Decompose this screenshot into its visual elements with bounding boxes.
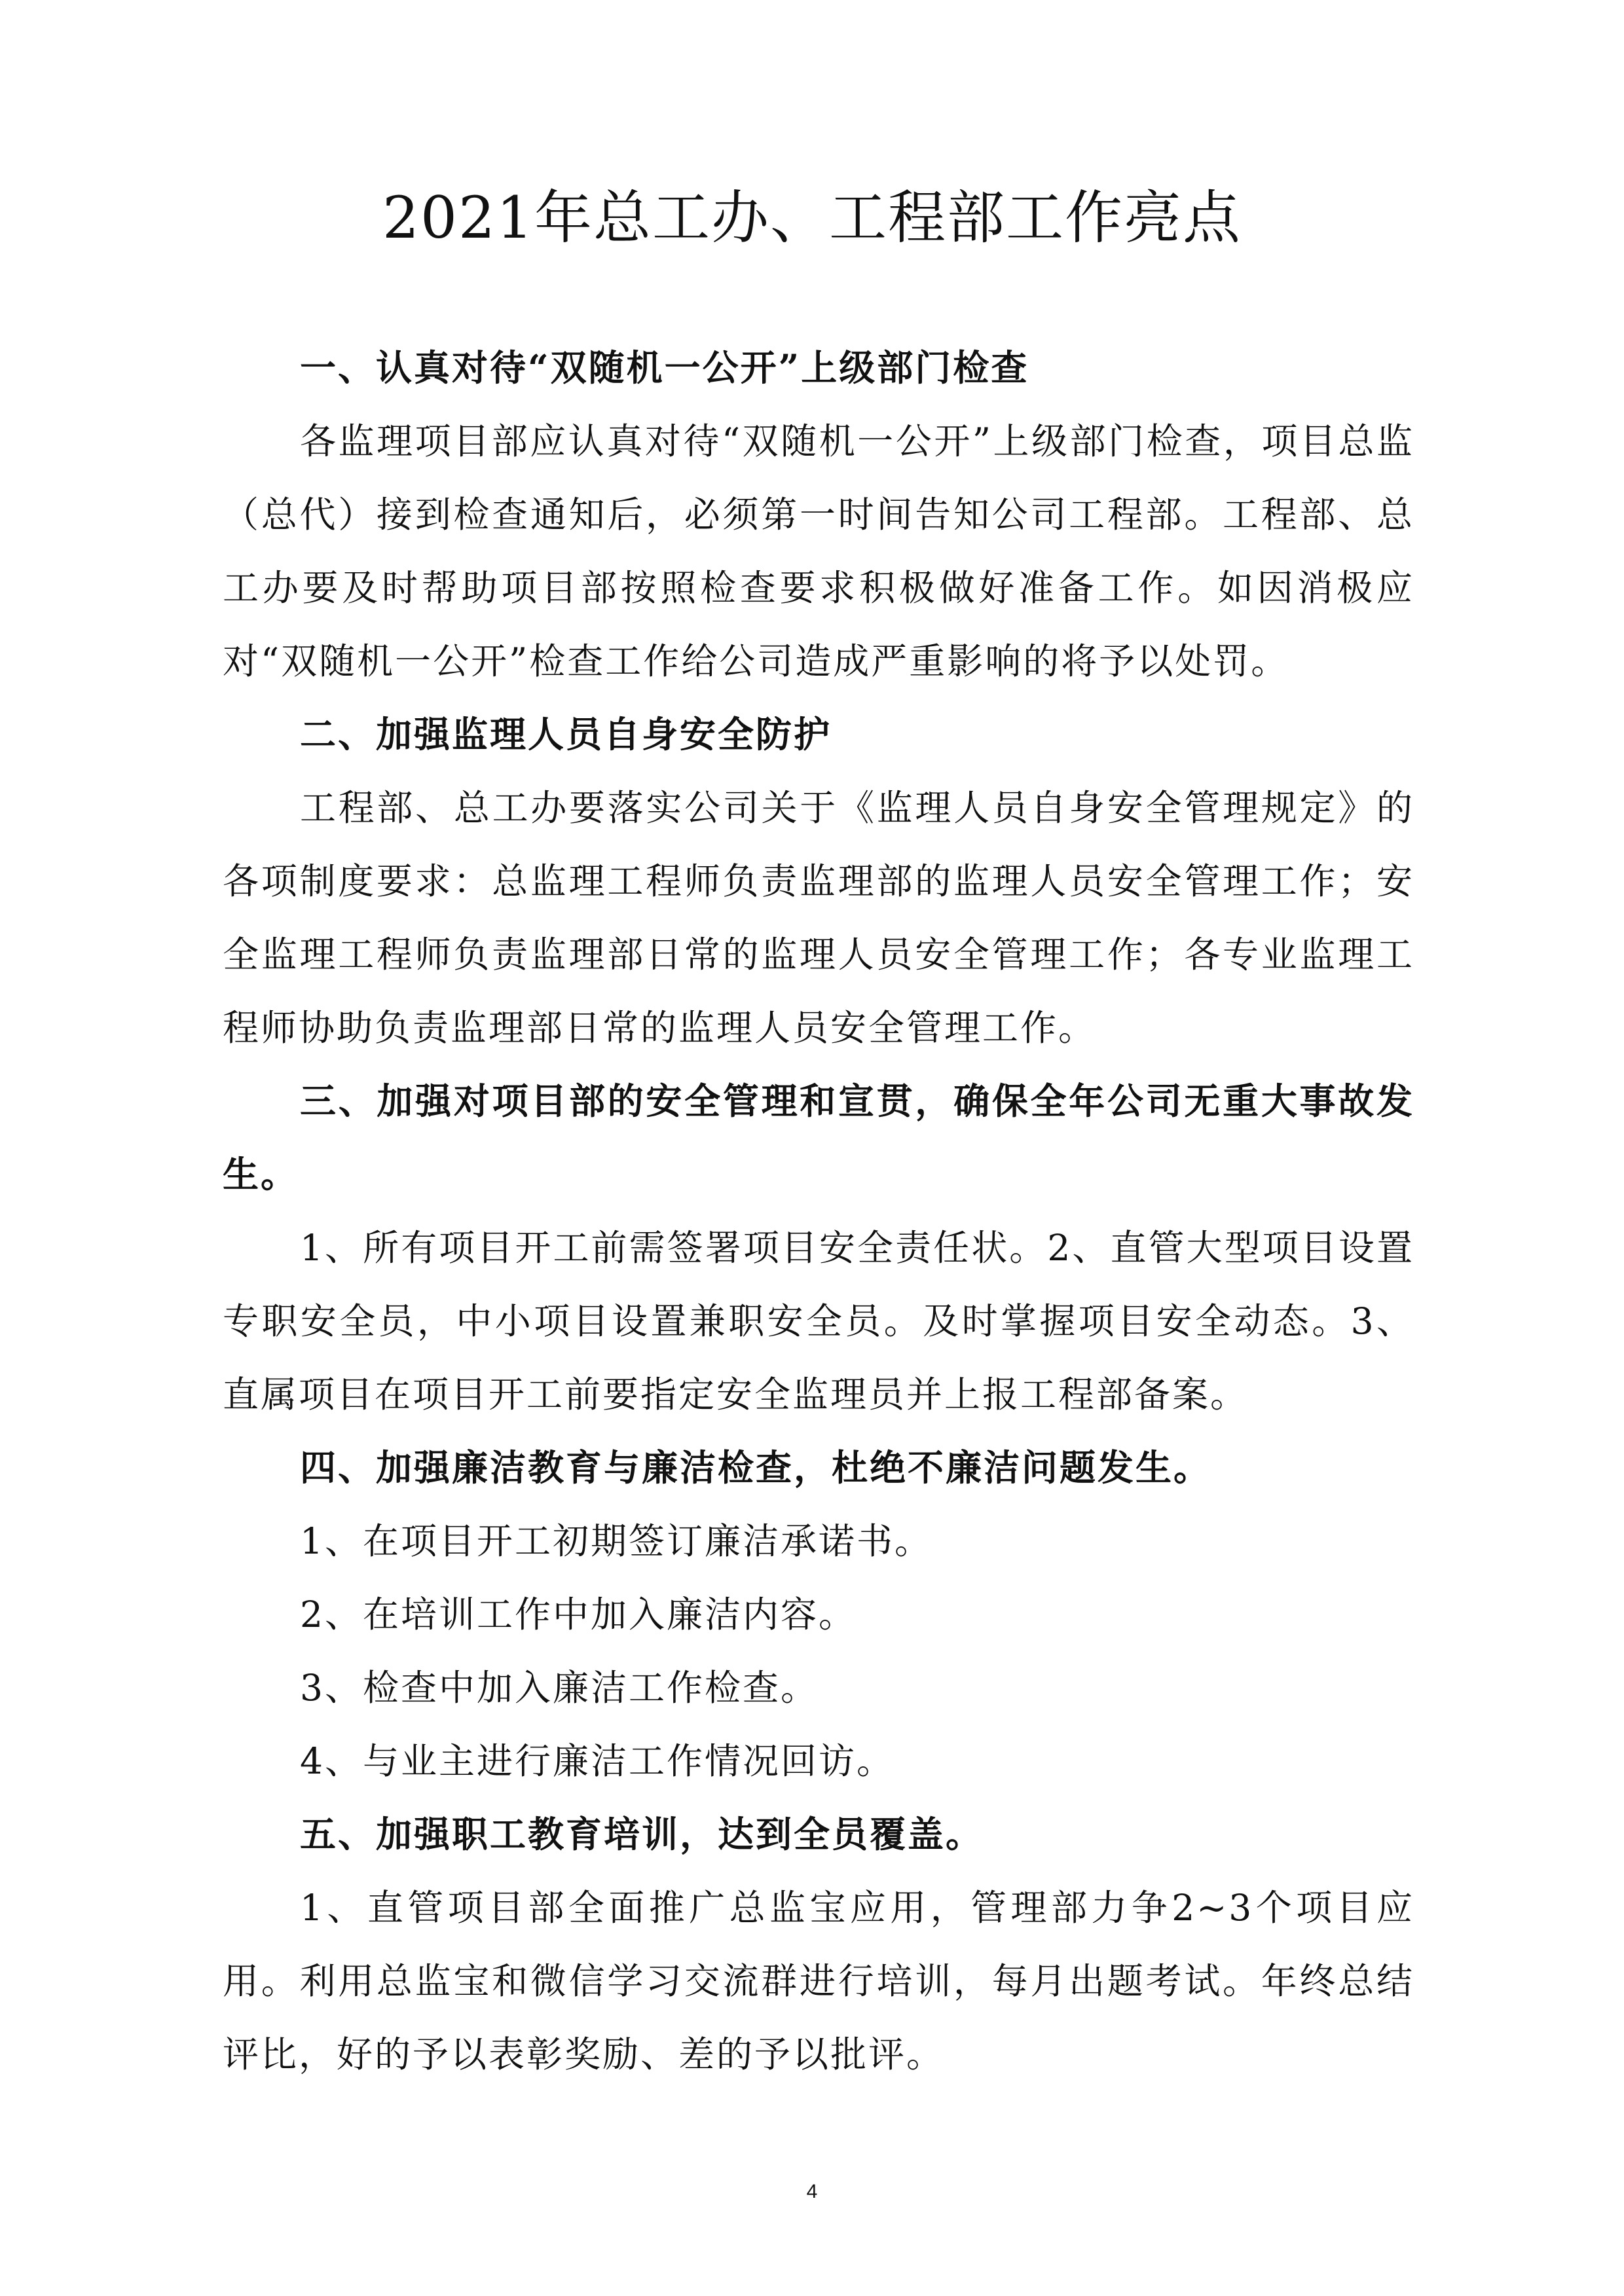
list-item: 2、在培训工作中加入廉洁内容。 [300, 1594, 857, 1635]
section-heading-5: 五、加强职工教育培训，达到全员覆盖。 [300, 1813, 984, 1855]
document-title: 2021年总工办、工程部工作亮点 [382, 184, 1242, 251]
section-heading-4: 四、加强廉洁教育与廉洁检查，杜绝不廉洁问题发生。 [300, 1446, 1212, 1489]
list-item: 4、与业主进行廉洁工作情况回访。 [300, 1740, 895, 1782]
section-heading-3: 三、加强对项目部的安全管理和宣贯，确保全年公司无重大事故发生。 [223, 1080, 1414, 1195]
section-paragraph: 1、直管项目部全面推广总监宝应用，管理部力争2~3个项目应用。利用总监宝和微信学习交流群进行培训，每月出题考试。年终总结评比，好的予以表彰奖励、差的予以批评。 [223, 1887, 1414, 2075]
section-paragraph: 1、所有项目开工前需签署项目安全责任状。2、直管大型项目设置专职安全员，中小项目设置兼职安全员。及时掌握项目安全动态。3、直属项目在项目开工前要指定安全监理员并上报工程部备案。 [223, 1227, 1414, 1415]
section-heading-2: 二、加强监理人员自身安全防护 [300, 713, 832, 756]
section-paragraph: 工程部、总工办要落实公司关于《监理人员自身安全管理规定》的各项制度要求：总监理工程师负责监理部的监理人员安全管理工作；安全监理工程师负责监理部日常的监理人员安全管理工作；各专业监理工程师协助负责监理部日常的监理人员安全管理工作。 [223, 787, 1414, 1049]
section-paragraph: 各监理项目部应认真对待“双随机一公开”上级部门检查，项目总监（总代）接到检查通知后，必须第一时间告知公司工程部。工程部、总工办要及时帮助项目部按照检查要求积极做好准备工作。如因消极应对“双随机一公开”检查工作给公司造成严重影响的将予以处罚。 [223, 420, 1414, 682]
list-item: 1、在项目开工初期签订廉洁承诺书。 [300, 1520, 932, 1562]
list-item: 3、检查中加入廉洁工作检查。 [300, 1667, 819, 1709]
section-heading-1: 一、认真对待“双随机一公开”上级部门检查 [300, 346, 1029, 389]
document-body [223, 331, 1414, 2091]
page-number: 4 [806, 2181, 818, 2202]
